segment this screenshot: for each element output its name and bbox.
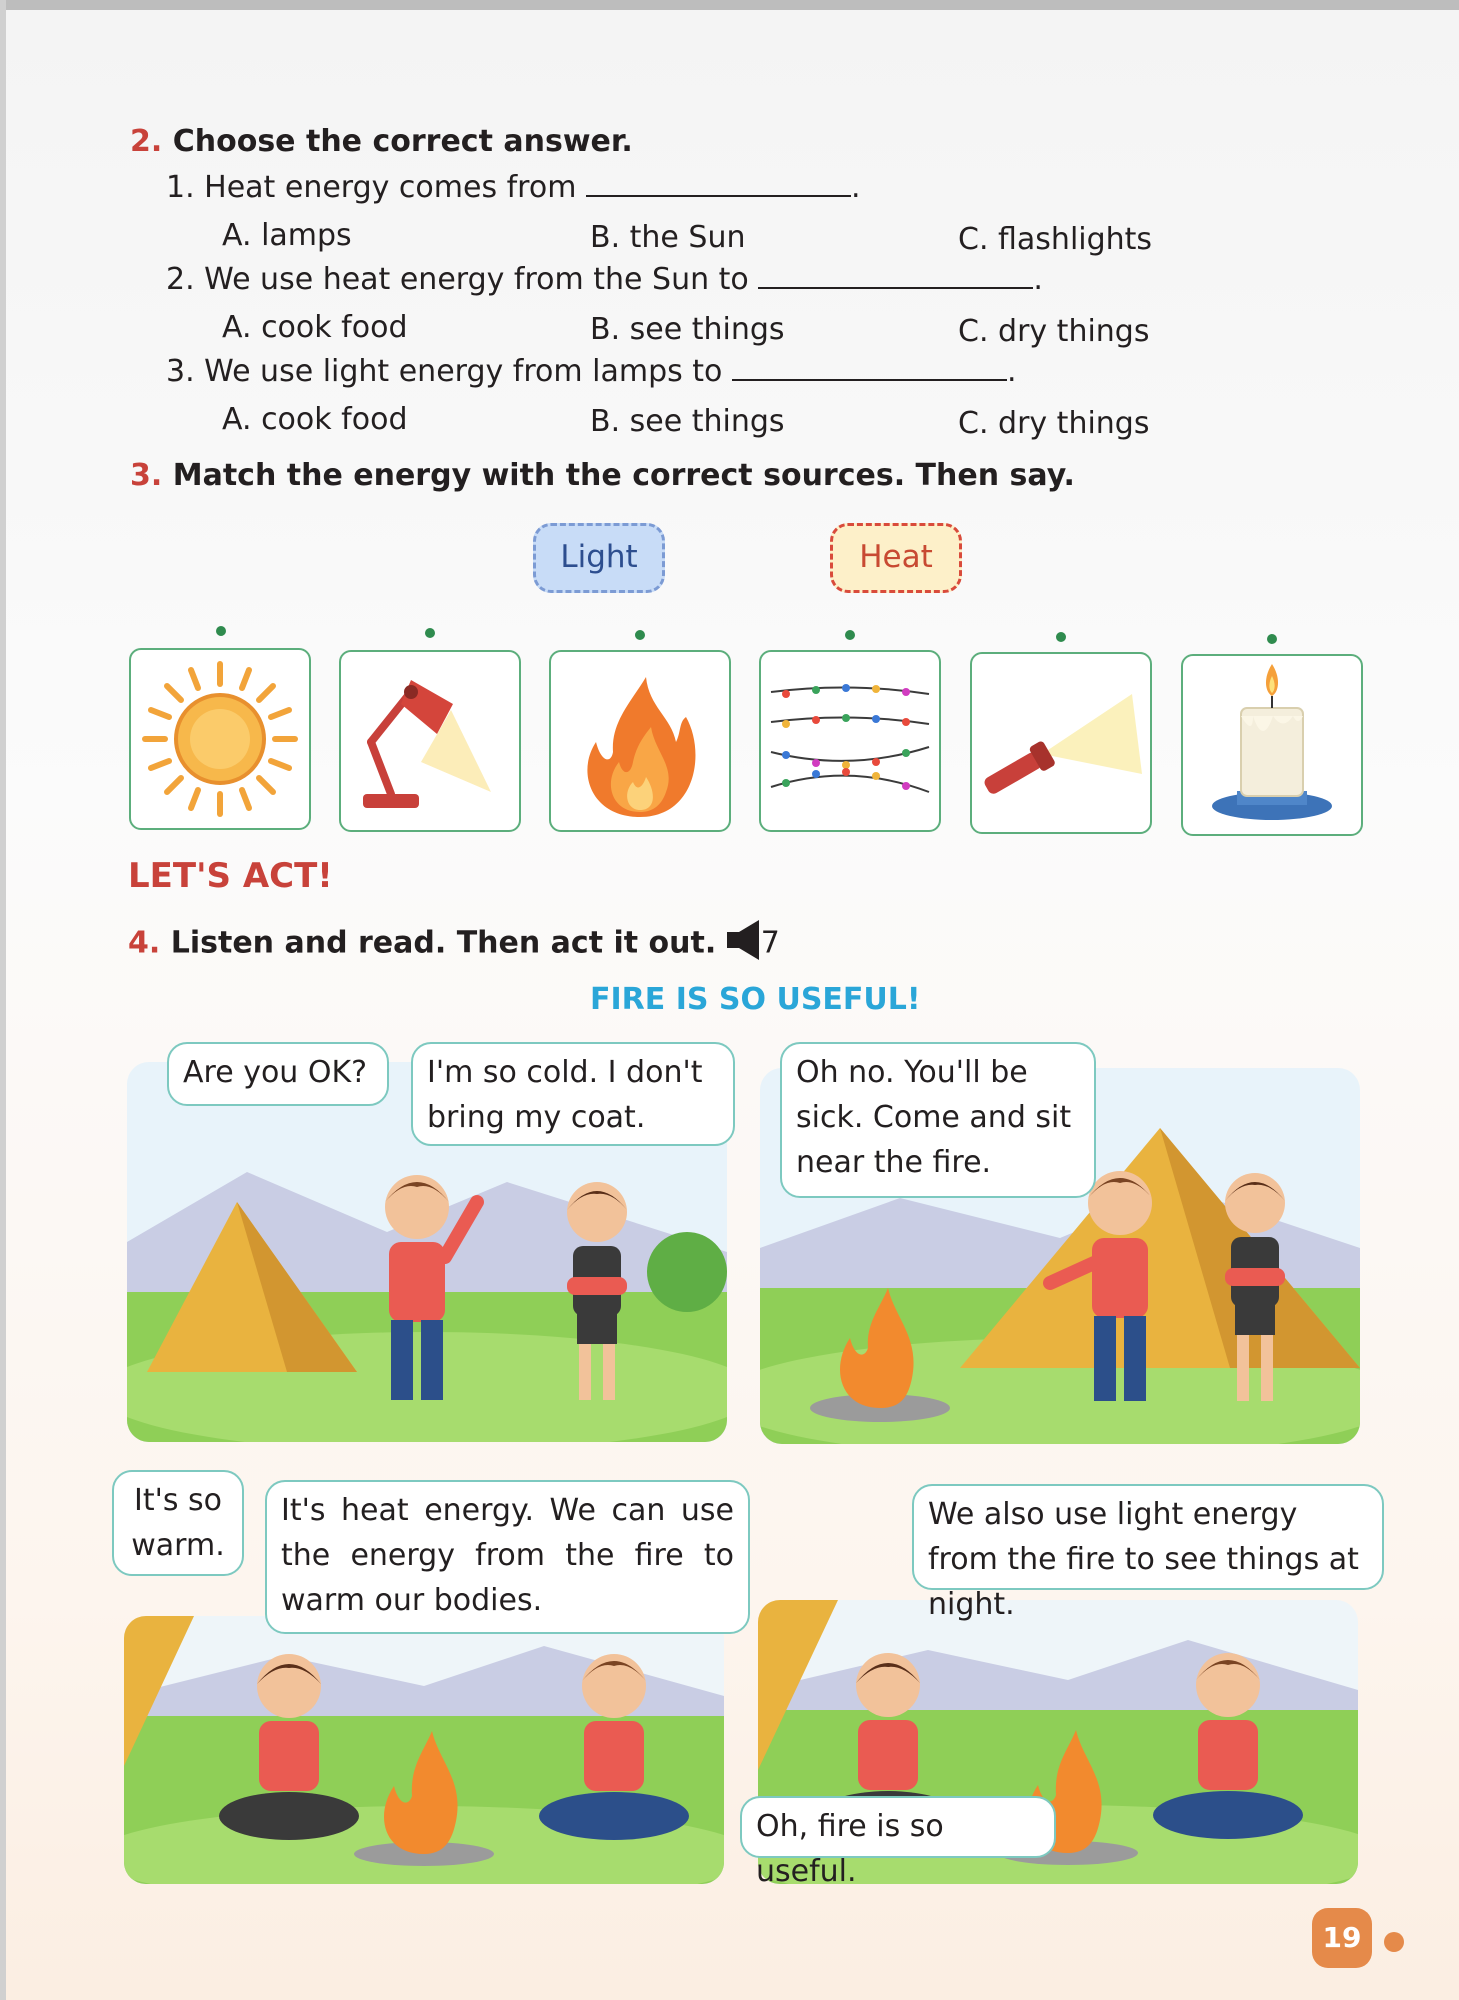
option-c[interactable]: C. flashlights xyxy=(958,222,1153,257)
audio-icon[interactable] xyxy=(727,920,761,968)
exercise-4-heading xyxy=(128,920,780,968)
question-text: 2. We use heat energy from the Sun to xyxy=(166,262,749,297)
option-a[interactable]: A. cook food xyxy=(222,402,408,437)
source-card-lamp[interactable] xyxy=(339,650,521,832)
question-3 xyxy=(166,354,1017,389)
source-card-flashlight[interactable] xyxy=(970,652,1152,834)
match-dot[interactable] xyxy=(425,628,435,638)
question-text: 1. Heat energy comes from xyxy=(166,170,577,205)
exercise-title: Match the energy with the correct sources. Then say. xyxy=(172,458,1075,493)
light-label[interactable]: Light xyxy=(533,523,665,593)
speech-bubble: Oh, fire is so useful. xyxy=(740,1796,1056,1858)
story-title: FIRE IS SO USEFUL! xyxy=(590,982,921,1017)
audio-track-number: 7 xyxy=(760,925,780,961)
flashlight-icon xyxy=(972,654,1150,832)
match-dot[interactable] xyxy=(216,626,226,636)
source-card-candle[interactable] xyxy=(1181,654,1363,836)
speech-bubble: It's so warm. xyxy=(112,1470,244,1576)
exercise-title: Listen and read. Then act it out. xyxy=(170,925,717,961)
story-panel-3 xyxy=(124,1616,724,1884)
match-dot[interactable] xyxy=(845,630,855,640)
option-a[interactable]: A. cook food xyxy=(222,310,408,345)
question-2 xyxy=(166,262,1043,297)
sitting-by-fire-illustration xyxy=(124,1616,724,1884)
option-a[interactable]: A. lamps xyxy=(222,218,352,253)
decorative-dot xyxy=(1384,1932,1404,1952)
speech-bubble: It's heat energy. We can use the energy from the fire to warm our bodies. xyxy=(265,1480,750,1634)
desk-lamp-icon xyxy=(341,652,519,830)
exercise-number: 4. xyxy=(128,925,161,961)
speech-bubble: We also use light energy from the fire to see things at night. xyxy=(912,1484,1384,1590)
heat-label[interactable]: Heat xyxy=(830,523,962,593)
exercise-title: Choose the correct answer. xyxy=(172,124,633,159)
answer-blank[interactable] xyxy=(732,379,1007,381)
answer-blank[interactable] xyxy=(758,287,1033,289)
option-b[interactable]: B. see things xyxy=(590,312,785,347)
string-lights-icon xyxy=(761,652,939,830)
question-end: . xyxy=(1006,354,1017,389)
sun-icon xyxy=(131,650,309,828)
scan-top-edge xyxy=(0,0,1459,10)
question-1 xyxy=(166,170,861,205)
answer-blank[interactable] xyxy=(586,195,851,197)
option-c[interactable]: C. dry things xyxy=(958,406,1150,441)
option-b[interactable]: B. see things xyxy=(590,404,785,439)
candle-icon xyxy=(1183,656,1361,834)
exercise-3-heading xyxy=(130,458,1075,493)
scan-left-edge xyxy=(0,0,6,2000)
match-dot[interactable] xyxy=(1056,632,1066,642)
speech-bubble: Are you OK? xyxy=(167,1042,389,1106)
exercise-number: 3. xyxy=(130,458,163,493)
match-dot[interactable] xyxy=(635,630,645,640)
exercise-2-heading xyxy=(130,124,633,159)
speech-bubble: Oh no. You'll be sick. Come and sit near the fire. xyxy=(780,1042,1096,1198)
speech-bubble: I'm so cold. I don't bring my coat. xyxy=(411,1042,735,1146)
question-text: 3. We use light energy from lamps to xyxy=(166,354,723,389)
section-heading: LET'S ACT! xyxy=(128,856,333,896)
option-c[interactable]: C. dry things xyxy=(958,314,1150,349)
exercise-number: 2. xyxy=(130,124,163,159)
source-card-sun[interactable] xyxy=(129,648,311,830)
question-end: . xyxy=(850,170,861,205)
source-card-fire[interactable] xyxy=(549,650,731,832)
page-number: 19 xyxy=(1312,1908,1372,1968)
fire-icon xyxy=(551,652,729,830)
option-b[interactable]: B. the Sun xyxy=(590,220,746,255)
match-dot[interactable] xyxy=(1267,634,1277,644)
question-end: . xyxy=(1033,262,1043,297)
source-card-string-lights[interactable] xyxy=(759,650,941,832)
